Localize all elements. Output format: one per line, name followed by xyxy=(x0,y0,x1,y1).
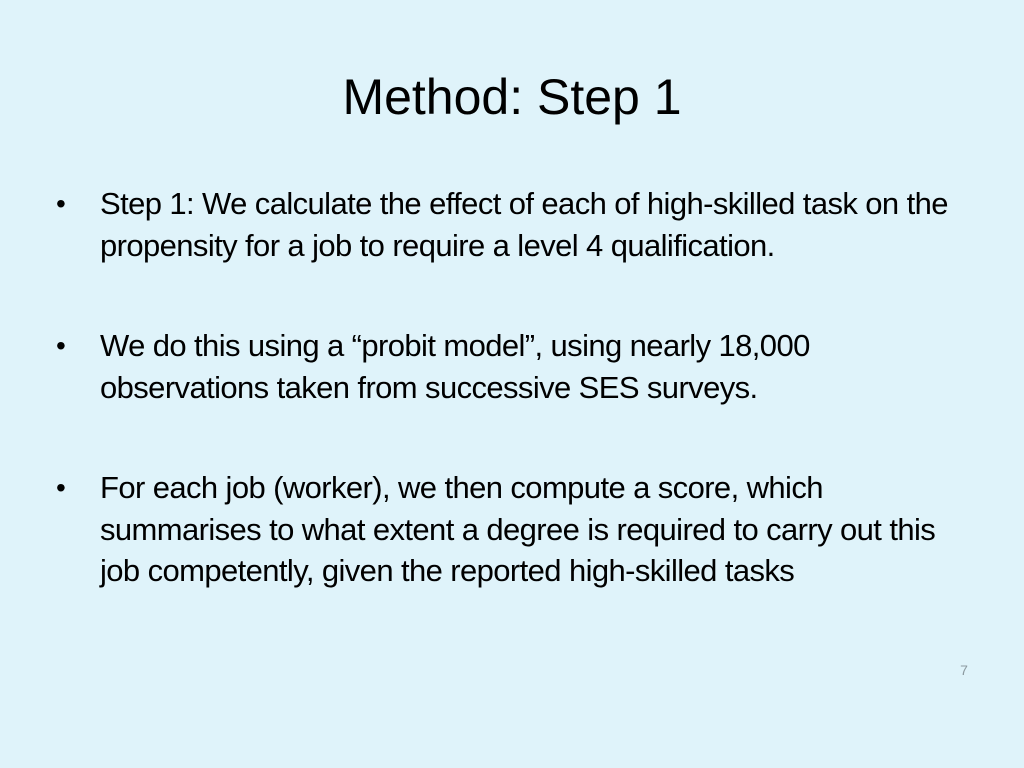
bullet-text: We do this using a “probit model”, using nearly 18,000 observations taken from successive SES surveys. xyxy=(100,328,810,405)
bullet-text: Step 1: We calculate the effect of each of high-skilled task on the propensity for a job to require a level 4 qualification. xyxy=(100,186,948,263)
bullet-marker: • xyxy=(56,330,66,361)
slide-number: 7 xyxy=(960,662,968,678)
bullet-list xyxy=(56,183,976,592)
bullet-marker: • xyxy=(56,188,66,219)
bullet-item xyxy=(56,467,976,592)
bullet-item xyxy=(56,325,976,408)
bullet-item xyxy=(56,183,976,266)
bullet-text: For each job (worker), we then compute a score, which summarises to what extent a degree is required to carry out this job competently, given the reported high-skilled tasks xyxy=(100,470,936,588)
slide-title: Method: Step 1 xyxy=(342,69,682,125)
bullet-marker: • xyxy=(56,472,66,503)
